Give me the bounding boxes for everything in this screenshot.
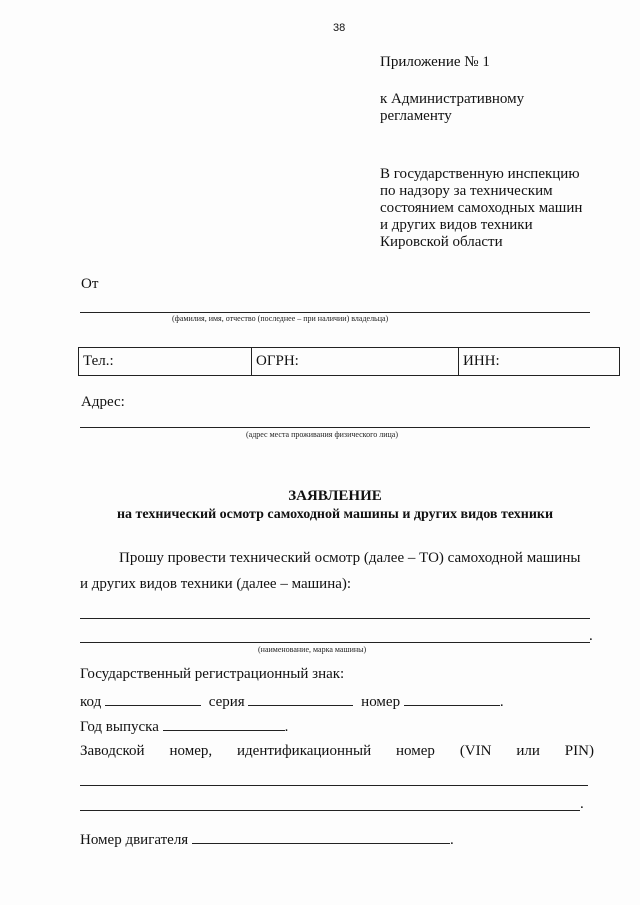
appendix-title: Приложение № 1 — [380, 54, 490, 70]
phone-label: Тел.: — [83, 353, 114, 369]
recipient-line5: Кировской области — [380, 234, 503, 250]
series-label: серия — [208, 694, 245, 710]
registration-row — [80, 691, 504, 711]
recipient-line2: по надзору за техническим — [380, 183, 553, 199]
year-field[interactable] — [163, 716, 285, 731]
serial-word-5: (VIN — [459, 743, 492, 759]
phone-cell[interactable] — [79, 348, 252, 376]
owner-name-caption: (фамилия, имя, отчество (последнее – при наличии) владельца) — [172, 314, 389, 323]
engine-row — [80, 829, 454, 849]
page-number: 38 — [333, 22, 346, 34]
registration-label: Государственный регистрационный знак: — [80, 666, 345, 682]
ogrn-label: ОГРН: — [256, 353, 299, 369]
engine-field[interactable] — [192, 829, 450, 844]
engine-label: Номер двигателя — [80, 832, 189, 848]
appendix-ref-line2: регламенту — [380, 108, 452, 124]
registration-period: . — [499, 694, 504, 710]
request-paragraph-line1: Прошу провести технический осмотр (далее – ТО) самоходной машины — [119, 550, 581, 566]
from-label: От — [81, 276, 99, 292]
serial-word-3: идентификационный — [237, 743, 372, 759]
recipient-line4: и других видов техники — [380, 217, 533, 233]
statement-subtitle: на технический осмотр самоходной машины и других видов техники — [116, 507, 554, 522]
serial-word-2: номер, — [169, 743, 213, 759]
serial-word-4: номер — [396, 743, 435, 759]
appendix-ref-line1: к Административному — [380, 91, 525, 107]
engine-period: . — [449, 832, 454, 848]
address-caption: (адрес места проживания физического лица) — [246, 430, 399, 439]
machine-caption: (наименование, марка машины) — [258, 645, 367, 654]
machine-line-period: . — [589, 628, 593, 644]
ogrn-cell[interactable] — [252, 348, 459, 376]
year-label: Год выпуска — [80, 719, 159, 735]
serial-line-1[interactable] — [80, 785, 588, 786]
recipient-line3: состоянием самоходных машин — [380, 200, 583, 216]
year-row — [80, 716, 288, 736]
address-label: Адрес: — [81, 394, 125, 410]
inn-cell[interactable] — [459, 348, 620, 376]
recipient-line1: В государственную инспекцию — [380, 166, 580, 182]
code-field[interactable] — [105, 691, 201, 706]
contact-fields-table — [78, 347, 620, 376]
statement-title: ЗАЯВЛЕНИЕ — [288, 488, 382, 504]
owner-name-line[interactable] — [80, 312, 590, 313]
serial-word-1: Заводской — [80, 743, 145, 759]
number-field[interactable] — [404, 691, 500, 706]
inn-label: ИНН: — [463, 353, 500, 369]
number-label: номер — [361, 694, 401, 710]
serial-word-7: PIN) — [564, 743, 594, 759]
code-label: код — [80, 694, 102, 710]
serial-number-label — [80, 743, 594, 760]
year-period: . — [284, 719, 289, 735]
serial-word-6: или — [516, 743, 540, 759]
machine-line-2[interactable] — [80, 642, 590, 643]
serial-line-period: . — [580, 796, 584, 812]
machine-line-1[interactable] — [80, 618, 590, 619]
serial-line-2[interactable] — [80, 810, 580, 811]
request-paragraph-line2: и других видов техники (далее – машина): — [80, 576, 352, 592]
series-field[interactable] — [248, 691, 353, 706]
address-line[interactable] — [80, 427, 590, 428]
